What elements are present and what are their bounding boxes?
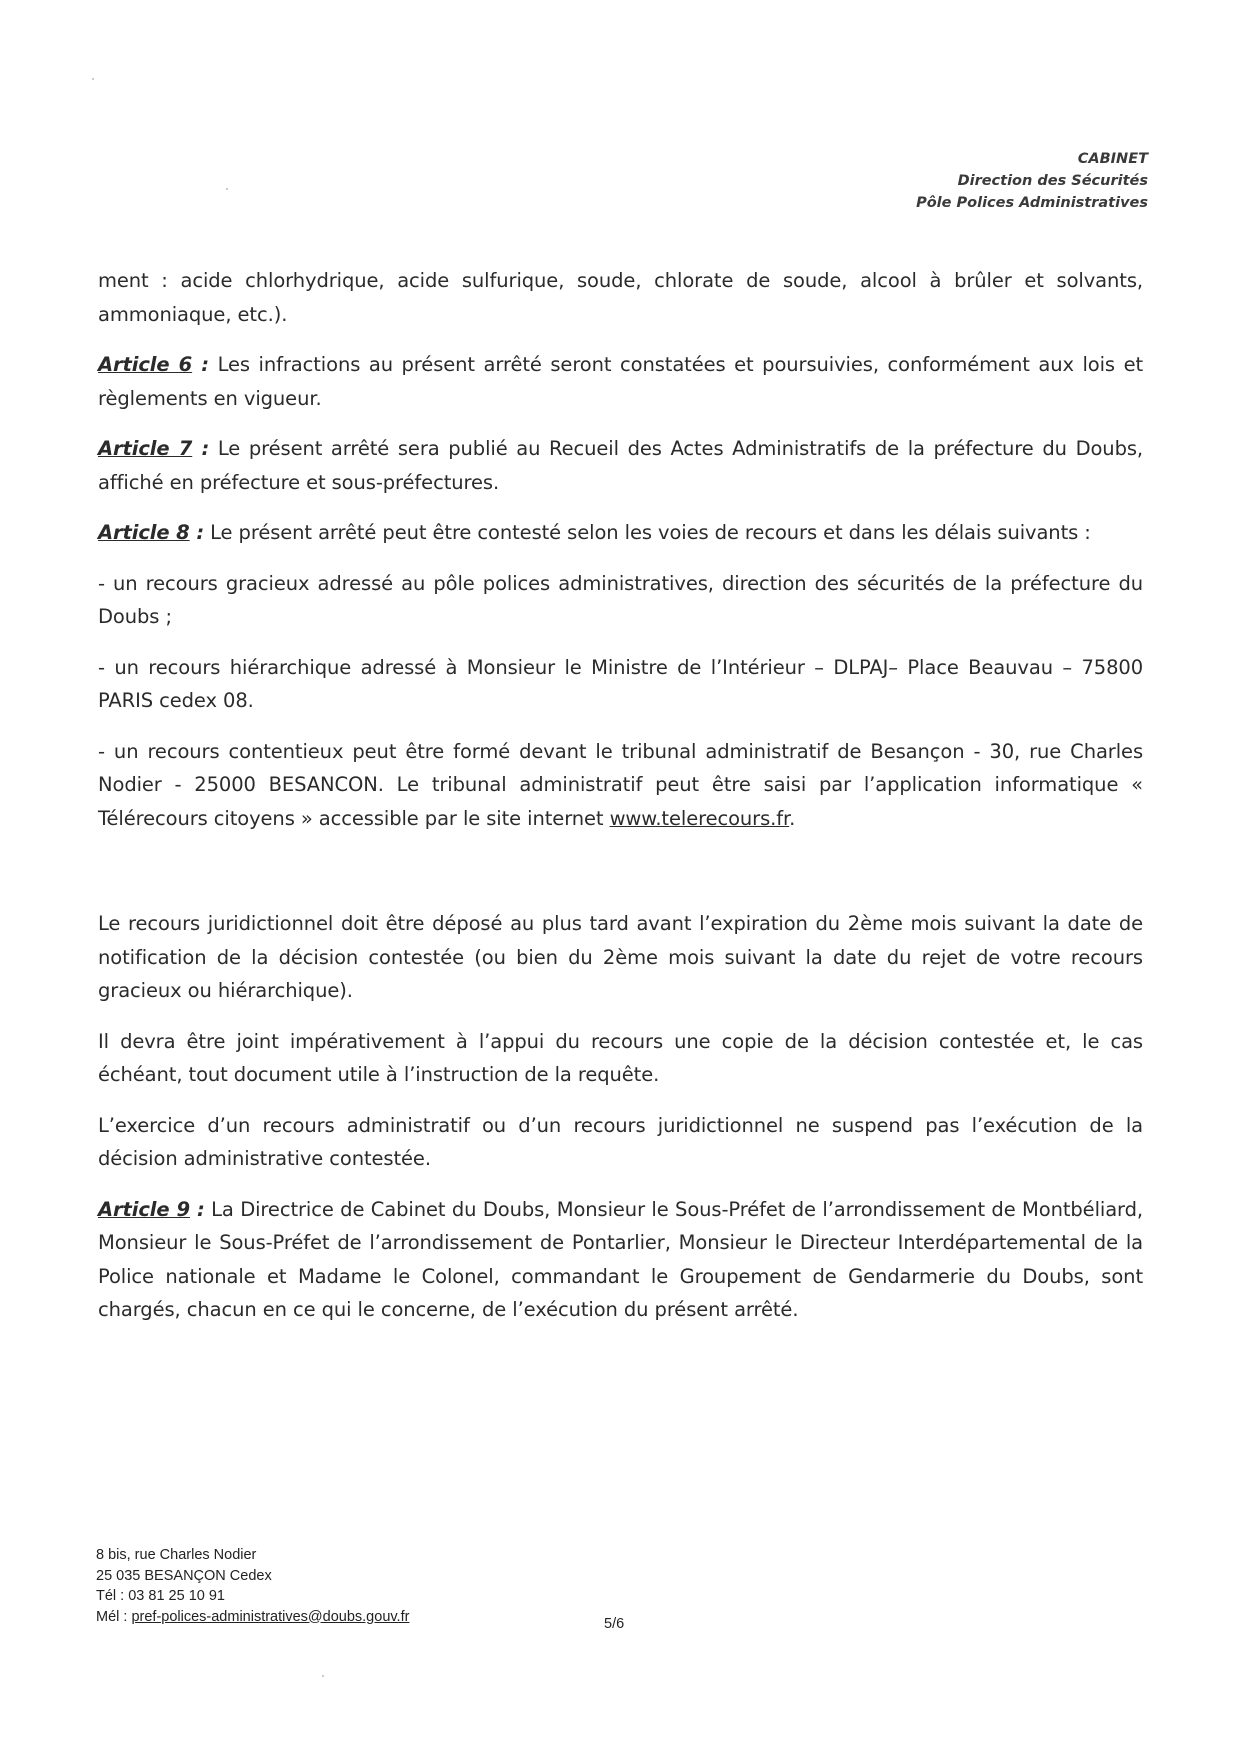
article-6 xyxy=(98,348,1143,415)
article-8-colon: : xyxy=(189,521,205,544)
recours-hierarchique: - un recours hiérarchique adressé à Monsieur le Ministre de l’Intérieur – DLPAJ– Place Beauvau – 75800 PARIS cedex 08. xyxy=(98,655,1143,712)
footer-address-line2: 25 035 BESANÇON Cedex xyxy=(96,1567,272,1584)
scan-speck xyxy=(226,188,228,190)
footer-contact xyxy=(96,1545,409,1627)
article-7 xyxy=(98,432,1143,499)
article-9-text: La Directrice de Cabinet du Doubs, Monsieur le Sous-Préfet de l’arrondissement de Montbéliard, Monsieur le Sous-Préfet de l’arrondissement de Pontarlier, Monsieur le Directeur Interdépartemental de la Police nationale et Madame le Colonel, commandant le Groupement de Gendarmerie du Doubs, sont chargés, chacun en ce qui le concerne, de l’exécution du présent arrêté. xyxy=(98,1197,1144,1321)
article-9-colon: : xyxy=(189,1197,205,1221)
telerecours-link[interactable]: www.telerecours.fr xyxy=(609,806,790,830)
recours-gracieux: - un recours gracieux adressé au pôle polices administratives, direction des sécurités de la préfecture du Doubs ; xyxy=(98,571,1143,628)
footer-address-line1: 8 bis, rue Charles Nodier xyxy=(96,1547,257,1563)
spacer xyxy=(98,852,1143,907)
article-6-text: Les infractions au présent arrêté seront constatées et poursuivies, conformément aux lois et règlements en vigueur. xyxy=(98,353,1144,410)
article-7-label: Article 7 xyxy=(98,437,193,460)
paragraph-delai: Le recours juridictionnel doit être déposé au plus tard avant l’expiration du 2ème mois suivant la date de notification de la décision contestée (ou bien du 2ème mois suivant la date du rejet de votre recours gracieux ou hiérarchique). xyxy=(98,912,1143,1002)
footer-email-line xyxy=(96,1607,409,1628)
header-cabinet: CABINET xyxy=(1077,151,1148,167)
scan-speck xyxy=(92,78,94,80)
footer-email-label: Mél : xyxy=(96,1608,132,1625)
continuation-paragraph: ment : acide chlorhydrique, acide sulfurique, soude, chlorate de soude, alcool à brûler et solvants, ammoniaque, etc.). xyxy=(98,269,1143,326)
article-9 xyxy=(98,1193,1143,1327)
article-7-colon: : xyxy=(192,437,210,460)
recours-contentieux-text: - un recours contentieux peut être formé devant le tribunal administratif de Besançon - 30, rue Charles Nodier - 25000 BESANCON. Le tribunal administratif peut être saisi par l’application informatique « Télérecours citoyens » accessible par le site internet xyxy=(98,739,1143,830)
recours-contentieux-end: . xyxy=(789,806,796,830)
article-7-text: Le présent arrêté sera publié au Recueil des Actes Administratifs de la préfecture du Doubs, affiché en préfecture et sous-préfectures. xyxy=(98,437,1144,494)
scan-speck xyxy=(322,1675,324,1677)
department-header xyxy=(916,148,1148,214)
paragraph-suspend: L’exercice d’un recours administratif ou d’un recours juridictionnel ne suspend pas l’exécution de la décision administrative contestée. xyxy=(98,1113,1143,1170)
article-9-label: Article 9 xyxy=(98,1197,190,1221)
article-8-text: Le présent arrêté peut être contesté selon les voies de recours et dans les délais suivants : xyxy=(204,521,1091,544)
footer-email-link[interactable]: pref-polices-administratives@doubs.gouv.fr xyxy=(131,1608,410,1625)
article-8-label: Article 8 xyxy=(98,521,190,544)
article-6-colon: : xyxy=(192,353,209,376)
footer-phone: Tél : 03 81 25 10 91 xyxy=(96,1588,225,1604)
article-8 xyxy=(98,516,1143,550)
recours-contentieux xyxy=(98,735,1143,836)
header-direction: Direction des Sécurités xyxy=(957,173,1148,189)
article-6-label: Article 6 xyxy=(98,353,193,376)
page-number: 5/6 xyxy=(604,1616,625,1632)
document-body xyxy=(98,264,1143,1344)
paragraph-joint: Il devra être joint impérativement à l’appui du recours une copie de la décision contestée et, le cas échéant, tout document utile à l’instruction de la requête. xyxy=(98,1029,1143,1086)
header-pole: Pôle Polices Administratives xyxy=(916,195,1148,211)
